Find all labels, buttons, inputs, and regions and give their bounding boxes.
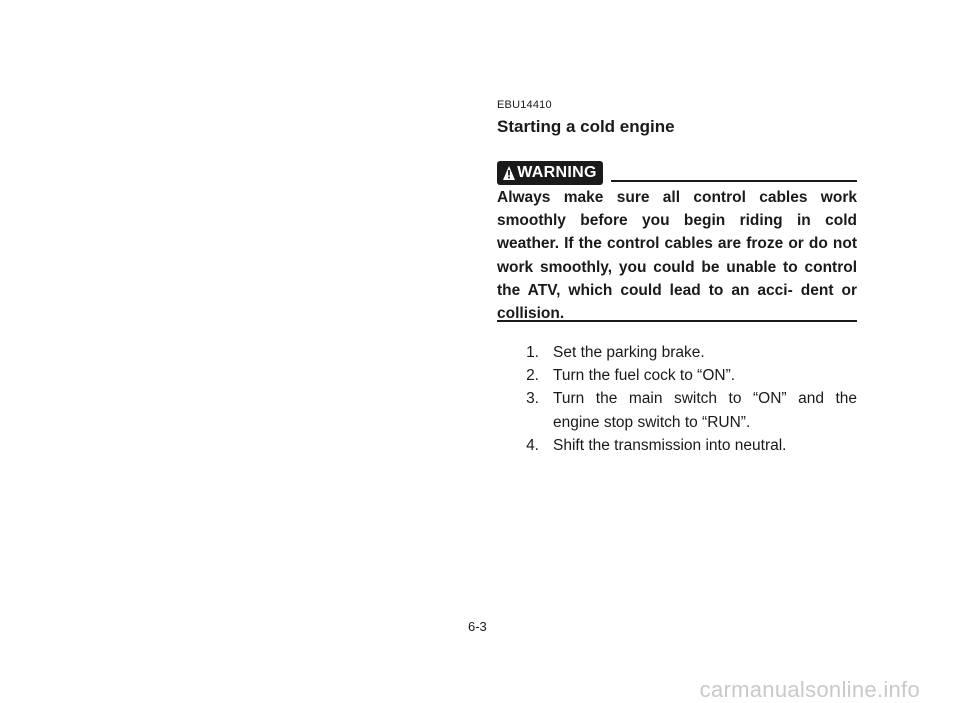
page-number: 6-3 — [468, 619, 487, 634]
steps-list — [497, 341, 857, 457]
warning-label: WARNING — [517, 164, 597, 181]
warning-badge — [497, 161, 603, 185]
step-number: 1. — [526, 344, 539, 361]
section-title: Starting a cold engine — [497, 117, 675, 136]
step-number: 4. — [526, 436, 539, 454]
warning-bottom-rule — [497, 320, 857, 322]
warning-top-rule — [611, 180, 857, 182]
step-text: Turn the main switch to “ON” and the engine stop switch to “RUN”. — [553, 390, 857, 431]
warning-text: Always make sure all control cables work smoothly before you begin riding in cold weather. If the control cables are froze or do not work smoothly, you could be unable to control the ATV, which could lead to an acci- dent or collision. — [497, 189, 857, 323]
list-item — [497, 387, 857, 433]
step-text: Shift the transmission into neutral. — [553, 436, 787, 454]
step-text: Turn the fuel cock to “ON”. — [553, 367, 736, 385]
step-number: 3. — [526, 390, 539, 408]
watermark: carmanualsonline.info — [699, 677, 920, 702]
list-item — [497, 364, 857, 387]
step-number: 2. — [526, 367, 539, 385]
list-item — [497, 434, 857, 457]
warning-header — [497, 161, 857, 185]
section-code: EBU14410 — [497, 99, 552, 111]
step-text: Set the parking brake. — [553, 344, 705, 361]
list-item — [497, 341, 857, 364]
warning-triangle-icon — [503, 166, 515, 180]
